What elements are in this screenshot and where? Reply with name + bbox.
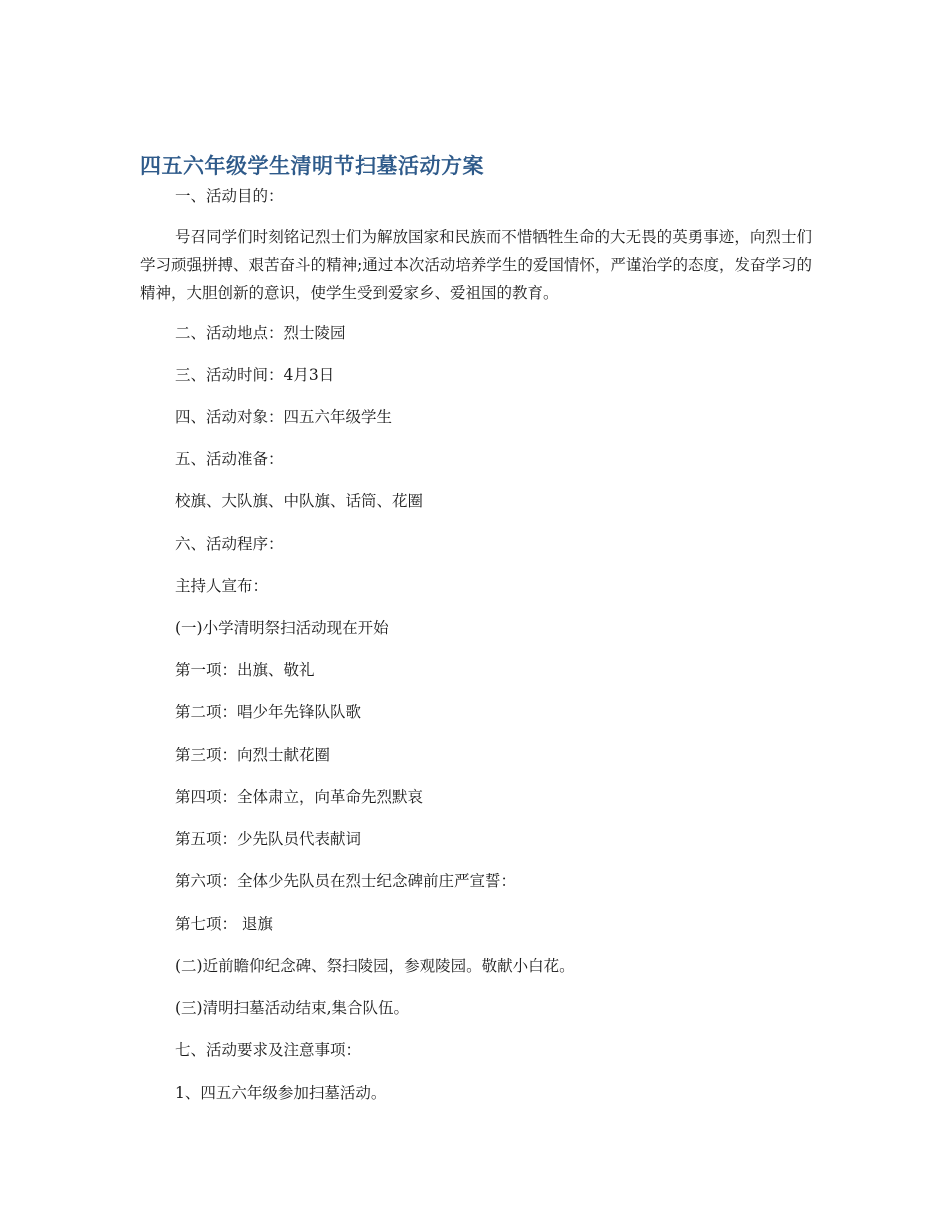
prep-items: 校旗、大队旗、中队旗、话筒、花圈 — [175, 492, 424, 510]
procedure-item: 第二项：唱少年先锋队队歌 — [175, 703, 362, 721]
procedure-heading: 六、活动程序： — [175, 535, 284, 553]
procedure-item: 第六项：全体少先队员在烈士纪念碑前庄严宣誓： — [175, 872, 517, 890]
section1-heading: 一、活动目的： — [175, 187, 284, 205]
requirement-item: 1、四五六年级参加扫墓活动。 — [175, 1084, 387, 1102]
prep-heading: 五、活动准备： — [175, 450, 284, 468]
time-line: 三、活动时间：4月3日 — [175, 366, 335, 384]
location-line: 二、活动地点：烈士陵园 — [175, 324, 346, 342]
part3-line: (三)清明扫墓活动结束,集合队伍。 — [175, 999, 410, 1017]
requirements-heading: 七、活动要求及注意事项： — [175, 1041, 362, 1059]
procedure-item: 第七项： 退旗 — [175, 915, 273, 933]
procedure-item: 第一项：出旗、敬礼 — [175, 661, 315, 679]
part1-line: (一)小学清明祭扫活动现在开始 — [175, 619, 389, 637]
section1-paragraph: 号召同学们时刻铭记烈士们为解放国家和民族而不惜牺牲生命的大无畏的英勇事迹，向烈士们学习顽强拼搏、艰苦奋斗的精神;通过本次活动培养学生的爱国情怀，严谨治学的态度，发奋学习的精神，大胆创新的意识，使学生受到爱家乡、爱祖国的教育。 — [140, 228, 812, 302]
document-title: 四五六年级学生清明节扫墓活动方案 — [140, 154, 484, 178]
host-announce: 主持人宣布： — [175, 577, 269, 595]
target-line: 四、活动对象：四五六年级学生 — [175, 408, 393, 426]
procedure-item: 第四项：全体肃立，向革命先烈默哀 — [175, 788, 424, 806]
procedure-item: 第五项：少先队员代表献词 — [175, 830, 362, 848]
part2-line: (二)近前瞻仰纪念碑、祭扫陵园，参观陵园。敬献小白花。 — [175, 957, 575, 975]
procedure-item: 第三项：向烈士献花圈 — [175, 746, 331, 764]
